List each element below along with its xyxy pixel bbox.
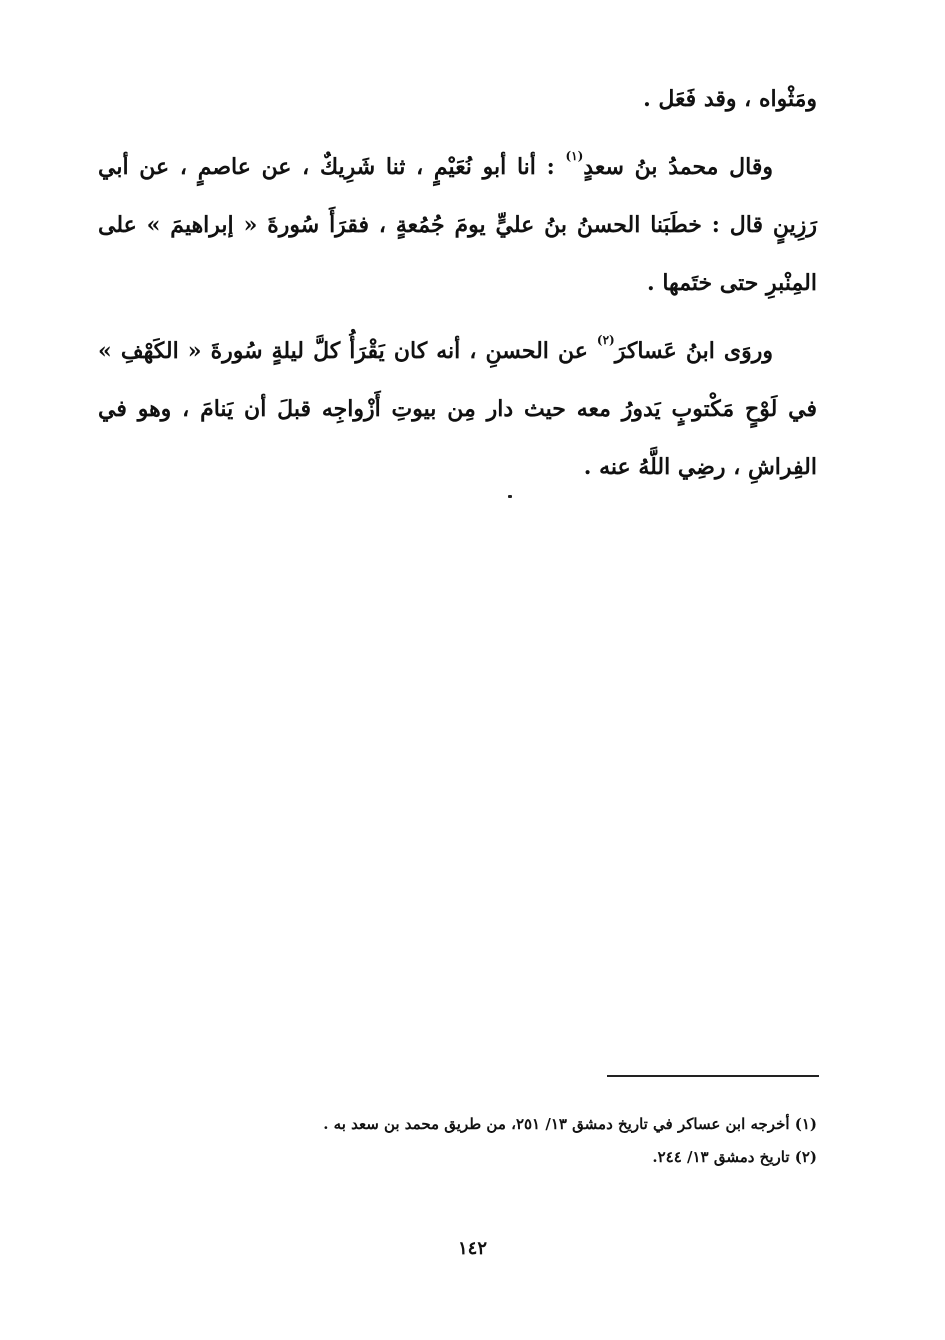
stray-mark [508,495,512,498]
footnote-2: (٢) تاريخ دمشق ١٣/ ٢٤٤. [652,1148,817,1166]
footnote-ref-2: (٢) [596,333,615,347]
main-text [98,70,817,496]
paragraph-2 [98,138,817,312]
footnote-separator [607,1075,819,1077]
paragraph-gap [98,128,817,138]
paragraph-1 [98,70,817,128]
page-number: ١٤٢ [457,1238,487,1259]
footnotes [190,1108,817,1174]
paragraph-gap [98,312,817,322]
paragraph-3 [98,322,817,496]
footnote-1: (١) أخرجه ابن عساكر في تاريخ دمشق ١٣/ ٢٥١، من طريق محمد بن سعد به . [323,1115,817,1133]
paragraph-3-text-end: عن الحسنِ ، أنه كان يَقْرَأُ كلَّ ليلةٍ سُورةَ « الكَهْفِ » في لَوْحٍ مَكْتوبٍ يَدورُ معه حيث دار مِن بيوتِ أَزْواجِه قبلَ أن يَنامَ ، وهو في الفِراشِ ، رضِي اللَّهُ عنه . [98,338,817,480]
paragraph-2-text-start: وقال محمدُ بنُ سعدٍ [583,154,773,180]
paragraph-2-text-end: : أنا أبو نُعَيْمٍ ، ثنا شَرِيكٌ ، عن عاصمٍ ، عن أبي رَزِينٍ قال : خطَبَنا الحسنُ بنُ عليٍّ يومَ جُمُعةٍ ، فقرَأَ سُورةَ « إبراهيمَ » على المِنْبرِ حتى ختَمها . [98,154,817,296]
paragraph-1-text: ومَثْواه ، وقد فَعَل . [643,86,817,112]
footnote-ref-1: (١) [565,149,584,163]
paragraph-3-text-start: وروَى ابنُ عَساكرَ [614,338,773,364]
